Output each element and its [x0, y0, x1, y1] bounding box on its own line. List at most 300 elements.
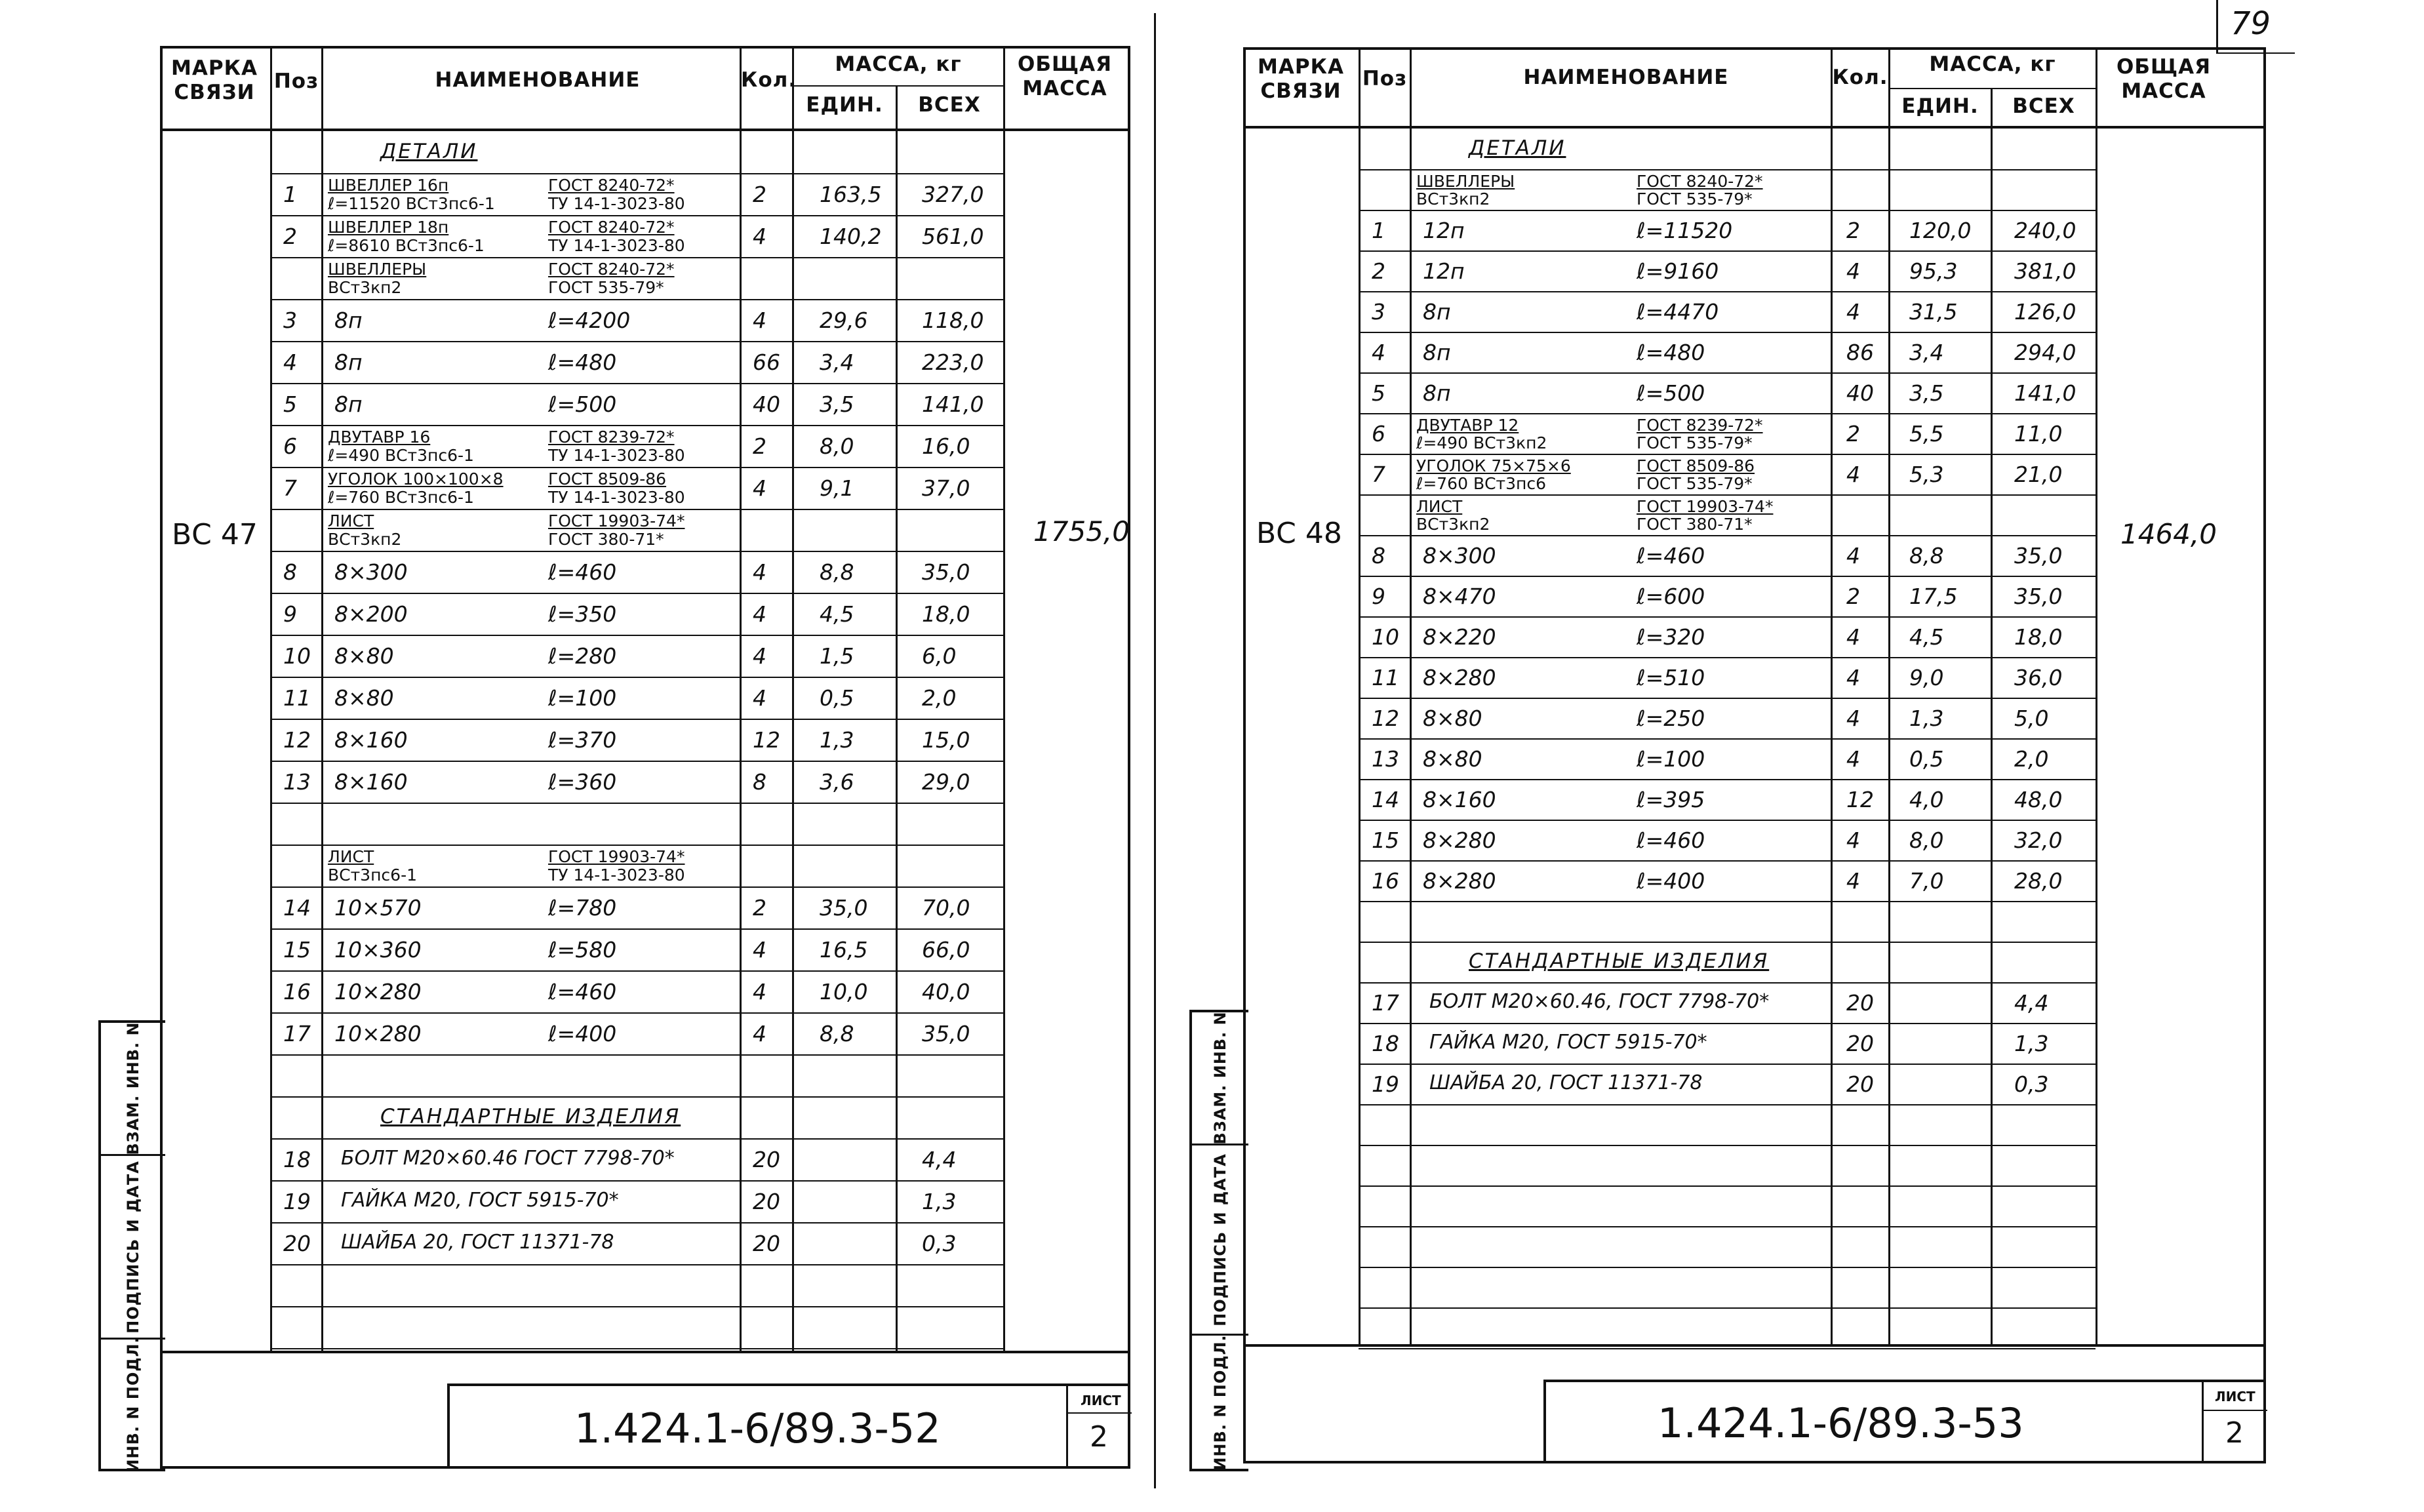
- table-cell-standard: ГОСТ 8240-72*: [548, 218, 675, 237]
- table-cell-qty: 4: [753, 559, 766, 585]
- table-cell-unit-mass: 35,0: [820, 895, 868, 921]
- table-cell-name: 8п: [1423, 380, 1451, 406]
- table-cell-unit-mass: 8,8: [820, 1021, 854, 1046]
- table-cell-total-mass: 4,4: [2014, 990, 2049, 1016]
- table-cell-name: 8п: [334, 308, 363, 333]
- table-cell-name-sub: ℓ=490 ВСт3пс6-1: [328, 446, 474, 465]
- table-cell-qty: 4: [753, 643, 766, 669]
- table-cell-total-mass: 35,0: [2014, 543, 2063, 568]
- table-cell-total-mass: 18,0: [922, 601, 970, 627]
- table-cell-name: ГАЙКА М20, ГОСТ 5915-70*: [341, 1189, 619, 1212]
- table-cell-name-sub: ℓ=11520 ВСт3пс6-1: [328, 194, 495, 213]
- table-cell-pos: 14: [1372, 787, 1399, 812]
- table-cell-length: ℓ=480: [548, 349, 617, 375]
- table-cell-length: ℓ=460: [1637, 827, 1705, 853]
- left-sheet-box-divider: [1066, 1412, 1132, 1414]
- table-cell-length: ℓ=400: [548, 1021, 617, 1046]
- table-cell-total-mass: 28,0: [2014, 868, 2063, 894]
- table-cell-pos: 16: [283, 979, 311, 1005]
- table-cell-standard-sub: ТУ 14-1-3023-80: [548, 194, 685, 213]
- table-row-line: [270, 1348, 1003, 1349]
- table-cell-unit-mass: 3,5: [820, 391, 854, 417]
- table-row-line: [1359, 210, 2096, 211]
- table-cell-total-mass: 15,0: [922, 727, 970, 753]
- table-row-line: [270, 467, 1003, 468]
- table-cell-qty: 12: [1846, 787, 1874, 812]
- table-cell-qty: 4: [1846, 624, 1860, 650]
- right-header-unit: ЕДИН.: [1901, 94, 1979, 118]
- table-cell-qty: 4: [1846, 868, 1860, 894]
- left-col-line-pos: [270, 46, 272, 1351]
- table-cell-name-sub: ℓ=8610 ВСт3пс6-1: [328, 236, 485, 255]
- table-cell-length: ℓ=11520: [1637, 218, 1733, 243]
- table-cell-total-mass: 6,0: [922, 643, 957, 669]
- table-row-line: [270, 970, 1003, 972]
- table-cell-standard: ГОСТ 8509-86: [548, 469, 667, 488]
- table-cell-name: 8×80: [1423, 706, 1482, 731]
- table-cell-total-mass: 0,3: [922, 1231, 957, 1256]
- table-cell-name-sub: ℓ=760 ВСт3пс6-1: [328, 488, 474, 507]
- left-sheet: [0, 0, 1193, 1512]
- table-cell-qty: 8: [753, 769, 766, 795]
- table-cell-unit-mass: 4,5: [820, 601, 854, 627]
- right-col-line-unit: [1888, 47, 1890, 1344]
- table-cell-qty: 4: [1846, 665, 1860, 690]
- table-row-line: [1359, 982, 2096, 984]
- table-cell-unit-mass: 3,6: [820, 769, 854, 795]
- table-cell-pos: 9: [283, 601, 297, 627]
- table-cell-pos: 18: [283, 1147, 311, 1172]
- left-header-bottom-line: [160, 129, 1130, 131]
- table-cell-qty: 2: [1846, 421, 1860, 447]
- table-cell-qty: 20: [1846, 1031, 1874, 1056]
- table-cell-qty: 4: [1846, 299, 1860, 325]
- table-cell-total-mass: 35,0: [2014, 584, 2063, 609]
- table-row-line: [1359, 1226, 2096, 1227]
- table-cell-length: ℓ=280: [548, 643, 617, 669]
- table-cell-qty: 20: [753, 1231, 780, 1256]
- table-cell-name-sub: ВСт3пс6-1: [328, 865, 417, 885]
- table-cell-pos: 8: [283, 559, 297, 585]
- table-cell-name: ЛИСТ: [328, 511, 374, 530]
- table-cell-pos: 5: [1372, 380, 1385, 406]
- right-total-mass: 1464,0: [2120, 518, 2217, 550]
- table-cell-name: ЛИСТ: [328, 847, 374, 866]
- left-sheet-label: ЛИСТ: [1081, 1393, 1121, 1408]
- table-cell-name: 8×280: [1423, 827, 1496, 853]
- table-cell-standard-sub: ГОСТ 535-79*: [1637, 433, 1753, 452]
- table-cell-name-sub: ℓ=760 ВСт3пс6: [1416, 474, 1547, 493]
- table-cell-total-mass: 37,0: [922, 475, 970, 501]
- table-cell-name: УГОЛОК 75×75×6: [1416, 456, 1571, 475]
- table-row-line: [270, 1138, 1003, 1140]
- table-cell-name: 10×570: [334, 895, 422, 921]
- right-side-label-interchange: ВЗАМ. ИНВ. N: [1211, 1011, 1229, 1145]
- table-row-line: [1359, 535, 2096, 536]
- left-header-total: ОБЩАЯ МАССА: [1018, 52, 1112, 101]
- table-cell-name: ШАЙБА 20, ГОСТ 11371-78: [1429, 1071, 1703, 1094]
- table-cell-total-mass: 66,0: [922, 937, 970, 963]
- table-cell-length: ℓ=460: [548, 559, 617, 585]
- table-cell-length: ℓ=480: [1637, 340, 1705, 365]
- table-cell-pos: 19: [1372, 1071, 1399, 1097]
- right-header-name: НАИМЕНОВАНИЕ: [1523, 66, 1729, 89]
- table-row-line: [1359, 1267, 2096, 1268]
- right-sheet-label: ЛИСТ: [2215, 1389, 2255, 1404]
- table-cell-name: 12п: [1423, 218, 1465, 243]
- table-cell-total-mass: 40,0: [922, 979, 970, 1005]
- table-cell-name: БОЛТ М20×60.46 ГОСТ 7798-70*: [341, 1147, 675, 1170]
- table-row-line: [270, 761, 1003, 762]
- table-cell-total-mass: 21,0: [2014, 462, 2063, 487]
- table-row-line: [270, 677, 1003, 678]
- table-cell-unit-mass: 17,5: [1909, 584, 1958, 609]
- table-cell-name: ДВУТАВР 12: [1416, 416, 1519, 435]
- table-cell-length: ℓ=100: [1637, 746, 1705, 772]
- table-cell-name: 10×360: [334, 937, 422, 963]
- table-cell-length: ℓ=360: [548, 769, 617, 795]
- table-cell-pos: 17: [283, 1021, 311, 1046]
- left-side-label-inventory: ИНВ. N ПОДЛ.: [124, 1336, 142, 1473]
- table-cell-length: ℓ=9160: [1637, 258, 1719, 284]
- table-cell-standard: ГОСТ 19903-74*: [548, 511, 685, 530]
- left-side-cell-inventory: [101, 1336, 165, 1473]
- table-cell-name-sub: ВСт3кп2: [328, 530, 402, 549]
- table-cell-unit-mass: 8,0: [1909, 827, 1944, 853]
- table-row-line: [270, 719, 1003, 720]
- table-cell-unit-mass: 3,5: [1909, 380, 1944, 406]
- table-cell-name: 8×80: [334, 643, 394, 669]
- table-cell-qty: 2: [753, 182, 766, 207]
- table-section-title: ДЕТАЛИ: [380, 140, 478, 163]
- right-header-bottom-line: [1243, 126, 2266, 129]
- left-col-line-total: [1003, 46, 1005, 1351]
- table-cell-length: ℓ=370: [548, 727, 617, 753]
- table-cell-name-sub: ВСт3кп2: [328, 278, 402, 297]
- table-cell-unit-mass: 31,5: [1909, 299, 1958, 325]
- table-cell-pos: 17: [1372, 990, 1399, 1016]
- table-cell-unit-mass: 8,8: [820, 559, 854, 585]
- table-cell-standard: ГОСТ 8240-72*: [1637, 172, 1763, 191]
- table-cell-pos: 2: [1372, 258, 1385, 284]
- right-header-pos: Поз: [1362, 67, 1408, 90]
- table-cell-length: ℓ=100: [548, 685, 617, 711]
- table-cell-total-mass: 16,0: [922, 433, 970, 459]
- right-col-line-total: [2096, 47, 2097, 1344]
- table-cell-unit-mass: 140,2: [820, 224, 882, 249]
- table-row-line: [270, 257, 1003, 258]
- table-cell-unit-mass: 0,5: [1909, 746, 1944, 772]
- table-cell-name: БОЛТ М20×60.46, ГОСТ 7798-70*: [1429, 990, 1770, 1013]
- table-cell-name: ДВУТАВР 16: [328, 428, 431, 447]
- table-cell-name: 12п: [1423, 258, 1465, 284]
- table-row-line: [270, 173, 1003, 174]
- table-cell-total-mass: 327,0: [922, 182, 984, 207]
- right-sheet-box-divider: [2202, 1410, 2267, 1411]
- table-cell-length: ℓ=780: [548, 895, 617, 921]
- table-row-line: [1359, 1104, 2096, 1105]
- table-cell-length: ℓ=500: [1637, 380, 1705, 406]
- table-cell-unit-mass: 10,0: [820, 979, 868, 1005]
- table-cell-total-mass: 126,0: [2014, 299, 2076, 325]
- table-cell-length: ℓ=460: [548, 979, 617, 1005]
- table-row-line: [1359, 1348, 2096, 1349]
- table-cell-name-sub: ВСт3кп2: [1416, 515, 1490, 534]
- table-cell-name: 8×80: [334, 685, 394, 711]
- table-cell-total-mass: 5,0: [2014, 706, 2049, 731]
- table-cell-length: ℓ=4470: [1637, 299, 1719, 325]
- table-cell-pos: 11: [1372, 665, 1399, 690]
- left-side-label-signature: ПОДПИСЬ И ДАТА: [124, 1160, 142, 1334]
- table-cell-name: 8×300: [1423, 543, 1496, 568]
- table-cell-qty: 20: [1846, 990, 1874, 1016]
- table-row-line: [270, 1264, 1003, 1265]
- table-cell-qty: 4: [753, 475, 766, 501]
- table-cell-pos: 12: [1372, 706, 1399, 731]
- table-cell-pos: 10: [283, 643, 311, 669]
- table-cell-name: 8п: [334, 391, 363, 417]
- left-col-line-unit: [792, 46, 794, 1351]
- right-col-line-name: [1410, 47, 1412, 1344]
- right-header-all: ВСЕХ: [2012, 94, 2075, 118]
- table-row-line: [1359, 250, 2096, 252]
- table-cell-length: ℓ=400: [1637, 868, 1705, 894]
- left-title-block: [447, 1383, 1130, 1469]
- table-row-line: [1359, 820, 2096, 821]
- table-cell-qty: 40: [753, 391, 780, 417]
- table-cell-standard: ГОСТ 8240-72*: [548, 176, 675, 195]
- table-cell-name: 10×280: [334, 979, 422, 1005]
- right-stamp-top-line: [1243, 1344, 2266, 1347]
- table-row-line: [1359, 616, 2096, 618]
- table-cell-pos: 15: [283, 937, 311, 963]
- table-cell-unit-mass: 9,0: [1909, 665, 1944, 690]
- table-cell-pos: 10: [1372, 624, 1399, 650]
- right-sheet: [1193, 0, 2424, 1512]
- table-cell-total-mass: 18,0: [2014, 624, 2063, 650]
- table-cell-total-mass: 240,0: [2014, 218, 2076, 243]
- table-cell-unit-mass: 5,3: [1909, 462, 1944, 487]
- left-total-mass: 1755,0: [1033, 515, 1130, 547]
- table-cell-pos: 3: [283, 308, 297, 333]
- table-cell-qty: 12: [753, 727, 780, 753]
- table-cell-qty: 20: [753, 1147, 780, 1172]
- table-cell-length: ℓ=580: [548, 937, 617, 963]
- table-cell-total-mass: 561,0: [922, 224, 984, 249]
- table-cell-name: 10×280: [334, 1021, 422, 1046]
- table-cell-total-mass: 36,0: [2014, 665, 2063, 690]
- table-row-line: [1359, 738, 2096, 740]
- table-cell-unit-mass: 16,5: [820, 937, 868, 963]
- table-cell-qty: 4: [753, 601, 766, 627]
- table-row-line: [270, 803, 1003, 804]
- table-row-line: [270, 509, 1003, 510]
- right-doc-code: 1.424.1-6/89.3-53: [1658, 1399, 2024, 1447]
- table-cell-name: 8п: [1423, 299, 1451, 325]
- table-row-line: [270, 383, 1003, 384]
- table-cell-name: 8×160: [1423, 787, 1496, 812]
- left-col-line-name: [321, 46, 323, 1351]
- table-cell-total-mass: 1,3: [922, 1189, 957, 1214]
- right-side-cell-inventory: [1192, 1334, 1248, 1469]
- table-cell-unit-mass: 163,5: [820, 182, 882, 207]
- table-cell-total-mass: 35,0: [922, 1021, 970, 1046]
- table-cell-standard: ГОСТ 19903-74*: [1637, 497, 1774, 516]
- table-cell-pos: 11: [283, 685, 311, 711]
- left-header-mark: МАРКА СВЯЗИ: [171, 56, 258, 105]
- left-header-pos: Поз: [273, 70, 319, 93]
- table-cell-standard-sub: ГОСТ 535-79*: [548, 278, 664, 297]
- table-cell-pos: 4: [1372, 340, 1385, 365]
- table-row-line: [270, 886, 1003, 888]
- table-cell-pos: 13: [283, 769, 311, 795]
- table-cell-pos: 19: [283, 1189, 311, 1214]
- table-cell-pos: 12: [283, 727, 311, 753]
- table-cell-length: ℓ=510: [1637, 665, 1705, 690]
- table-cell-length: ℓ=320: [1637, 624, 1705, 650]
- table-cell-pos: 16: [1372, 868, 1399, 894]
- table-cell-pos: 6: [1372, 421, 1385, 447]
- table-cell-unit-mass: 0,5: [820, 685, 854, 711]
- table-row-line: [270, 1222, 1003, 1224]
- left-side-strip: [98, 1020, 165, 1471]
- table-cell-qty: 4: [1846, 543, 1860, 568]
- table-row-line: [270, 425, 1003, 426]
- page-number: 79: [2231, 5, 2271, 42]
- table-cell-standard-sub: ГОСТ 535-79*: [1637, 474, 1753, 493]
- table-cell-standard-sub: ТУ 14-1-3023-80: [548, 488, 685, 507]
- table-cell-qty: 4: [1846, 462, 1860, 487]
- table-cell-qty: 4: [753, 308, 766, 333]
- table-row-line: [1359, 1023, 2096, 1024]
- table-cell-total-mass: 48,0: [2014, 787, 2063, 812]
- table-cell-pos: 3: [1372, 299, 1385, 325]
- table-cell-qty: 4: [753, 979, 766, 1005]
- table-cell-total-mass: 141,0: [922, 391, 984, 417]
- table-section-title: СТАНДАРТНЫЕ ИЗДЕЛИЯ: [380, 1105, 681, 1128]
- right-header-qty: Кол.: [1832, 66, 1888, 89]
- left-col-line-qty: [740, 46, 742, 1351]
- table-cell-unit-mass: 95,3: [1909, 258, 1958, 284]
- table-row-line: [270, 215, 1003, 216]
- table-cell-length: ℓ=350: [548, 601, 617, 627]
- table-cell-pos: 2: [283, 224, 297, 249]
- table-row-line: [1359, 1185, 2096, 1187]
- table-cell-unit-mass: 9,1: [820, 475, 854, 501]
- table-cell-length: ℓ=460: [1637, 543, 1705, 568]
- table-row-line: [270, 1180, 1003, 1182]
- table-cell-qty: 4: [753, 937, 766, 963]
- table-cell-qty: 4: [1846, 827, 1860, 853]
- table-cell-total-mass: 32,0: [2014, 827, 2063, 853]
- left-header-all: ВСЕХ: [918, 93, 981, 117]
- table-cell-unit-mass: 5,5: [1909, 421, 1944, 447]
- table-row-line: [1359, 698, 2096, 699]
- table-cell-unit-mass: 4,0: [1909, 787, 1944, 812]
- table-cell-qty: 4: [753, 685, 766, 711]
- table-row-line: [270, 593, 1003, 594]
- table-cell-qty: 4: [1846, 258, 1860, 284]
- table-cell-total-mass: 2,0: [922, 685, 957, 711]
- table-cell-standard-sub: ТУ 14-1-3023-80: [548, 236, 685, 255]
- table-cell-qty: 20: [1846, 1071, 1874, 1097]
- table-cell-total-mass: 70,0: [922, 895, 970, 921]
- table-cell-name: УГОЛОК 100×100×8: [328, 469, 504, 488]
- table-cell-standard: ГОСТ 19903-74*: [548, 847, 685, 866]
- right-sheet-box-line: [2202, 1382, 2204, 1461]
- table-cell-pos: 9: [1372, 584, 1385, 609]
- table-cell-unit-mass: 1,5: [820, 643, 854, 669]
- table-row-line: [1359, 291, 2096, 292]
- table-cell-name: ШВЕЛЛЕР 18п: [328, 218, 449, 237]
- left-mass-subheader-line: [792, 85, 1003, 87]
- right-title-block: [1543, 1380, 2266, 1463]
- left-side-cell-interchange: [101, 1023, 165, 1154]
- table-cell-name: 8×280: [1423, 868, 1496, 894]
- table-cell-pos: 1: [1372, 218, 1385, 243]
- right-side-label-inventory: ИНВ. N ПОДЛ.: [1211, 1334, 1229, 1471]
- table-cell-unit-mass: 7,0: [1909, 868, 1944, 894]
- table-cell-name: 8×220: [1423, 624, 1496, 650]
- table-row-line: [270, 341, 1003, 342]
- table-cell-unit-mass: 8,8: [1909, 543, 1944, 568]
- table-cell-unit-mass: 3,4: [1909, 340, 1944, 365]
- table-cell-qty: 4: [753, 1021, 766, 1046]
- table-row-line: [1359, 332, 2096, 333]
- table-cell-name: ЛИСТ: [1416, 497, 1463, 516]
- table-cell-total-mass: 294,0: [2014, 340, 2076, 365]
- table-section-title: СТАНДАРТНЫЕ ИЗДЕЛИЯ: [1469, 949, 1770, 973]
- table-cell-pos: 5: [283, 391, 297, 417]
- right-side-strip: [1189, 1010, 1248, 1471]
- table-row-line: [1359, 413, 2096, 414]
- table-cell-standard-sub: ГОСТ 535-79*: [1637, 189, 1753, 209]
- left-stamp-top-line: [160, 1351, 1130, 1353]
- table-row-line: [1359, 372, 2096, 374]
- table-cell-total-mass: 118,0: [922, 308, 984, 333]
- table-cell-pos: 7: [283, 475, 297, 501]
- right-col-line-qty: [1831, 47, 1833, 1344]
- table-row-line: [270, 845, 1003, 846]
- table-cell-qty: 20: [753, 1189, 780, 1214]
- right-mass-subheader-line: [1888, 88, 2096, 89]
- table-cell-standard-sub: ТУ 14-1-3023-80: [548, 865, 685, 885]
- table-cell-pos: 14: [283, 895, 311, 921]
- table-cell-pos: 18: [1372, 1031, 1399, 1056]
- table-cell-qty: 40: [1846, 380, 1874, 406]
- table-section-title: ДЕТАЛИ: [1469, 136, 1566, 160]
- table-cell-qty: 2: [1846, 584, 1860, 609]
- table-cell-standard-sub: ТУ 14-1-3023-80: [548, 446, 685, 465]
- table-row-line: [1359, 454, 2096, 455]
- table-cell-length: ℓ=4200: [548, 308, 631, 333]
- table-cell-name: 8п: [334, 349, 363, 375]
- table-row-line: [1359, 576, 2096, 577]
- table-cell-pos: 20: [283, 1231, 311, 1256]
- table-row-line: [270, 551, 1003, 552]
- table-cell-name: 8×160: [334, 769, 408, 795]
- table-cell-pos: 4: [283, 349, 297, 375]
- left-side-label-interchange: ВЗАМ. ИНВ. N: [124, 1022, 142, 1155]
- table-cell-name: ГАЙКА М20, ГОСТ 5915-70*: [1429, 1031, 1707, 1054]
- right-side-label-signature: ПОДПИСЬ И ДАТА: [1211, 1153, 1229, 1326]
- left-sheet-box-line: [1066, 1386, 1068, 1466]
- table-cell-name: 8×80: [1423, 746, 1482, 772]
- right-sheet-number: 2: [2225, 1416, 2244, 1450]
- table-cell-length: ℓ=395: [1637, 787, 1705, 812]
- table-cell-unit-mass: 120,0: [1909, 218, 1972, 243]
- table-row-line: [270, 299, 1003, 300]
